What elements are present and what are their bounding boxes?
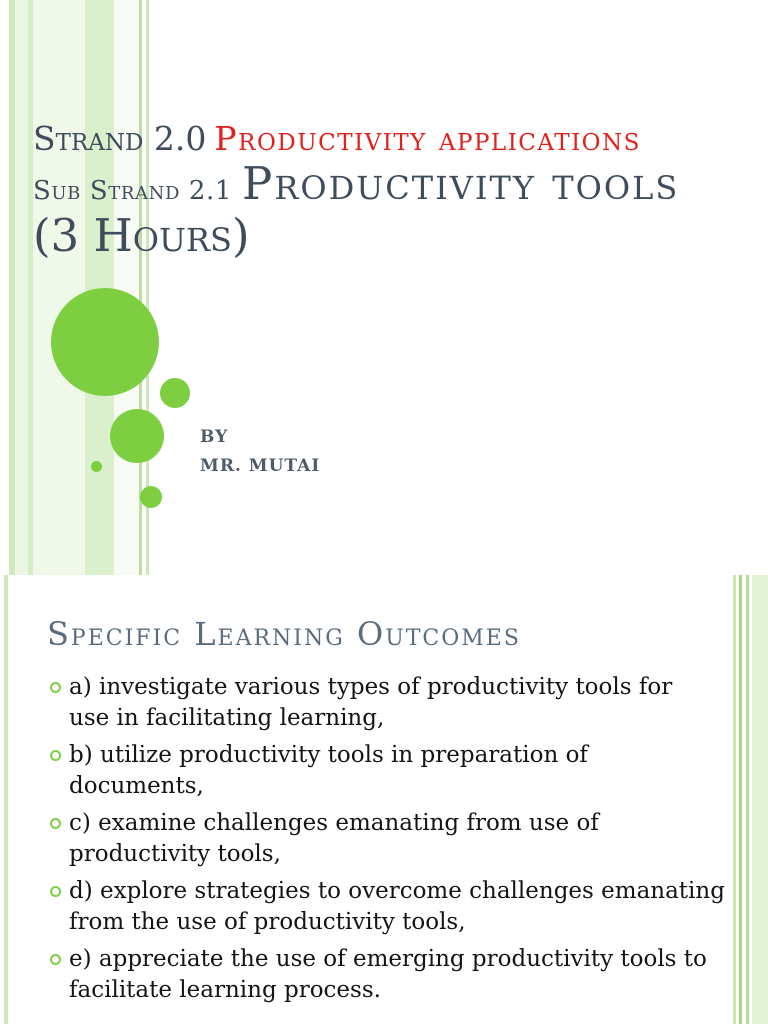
ring-bullet-icon: [50, 750, 61, 761]
decorative-circle: [160, 378, 190, 408]
decorative-stripe: [739, 575, 742, 1024]
list-item-text: from the use of productivity tools,: [69, 909, 466, 935]
ring-bullet-icon: [50, 682, 61, 693]
author-name: MR. MUTAI: [200, 456, 321, 476]
list-item-text: e) appreciate the use of emerging productivity tools to: [69, 946, 707, 972]
list-item-text: productivity tools,: [69, 841, 281, 867]
list-item: [47, 808, 737, 870]
decorative-stripe: [15, 0, 28, 575]
list-item-text: documents,: [69, 773, 204, 799]
ring-bullet-icon: [50, 954, 61, 965]
list-item-text: c) examine challenges emanating from use of: [69, 810, 599, 836]
decorative-stripe: [139, 0, 142, 575]
list-item: [47, 740, 737, 802]
decorative-circle: [51, 288, 159, 396]
list-item-text: use in facilitating learning,: [69, 705, 385, 731]
decorative-stripe: [114, 0, 139, 575]
list-item-text: d) explore strategies to overcome challenges emanating: [69, 878, 725, 904]
decorative-stripe: [752, 575, 768, 1024]
slide-heading: Specific Learning Outcomes: [47, 615, 521, 653]
decorative-stripe: [33, 0, 85, 575]
ring-bullet-icon: [50, 886, 61, 897]
by-label: BY: [200, 427, 229, 447]
strand-title-line: [33, 119, 641, 159]
list-item-text: b) utilize productivity tools in preparation of: [69, 742, 588, 768]
list-item-text: a) investigate various types of productivity tools for: [69, 674, 673, 700]
decorative-stripe: [746, 575, 749, 1024]
strand-title: Productivity applications: [214, 119, 641, 158]
list-item: [47, 944, 737, 1006]
decorative-circle: [110, 409, 164, 463]
decorative-circle: [91, 461, 102, 472]
ring-bullet-icon: [50, 818, 61, 829]
decorative-stripe: [4, 575, 8, 1024]
list-item: [47, 876, 737, 938]
strand-label: Strand 2.0: [33, 119, 207, 158]
outcomes-list: [47, 672, 737, 1006]
outcomes-slide: [0, 575, 768, 1024]
list-item-text: facilitate learning process.: [69, 977, 381, 1003]
list-item: [47, 672, 737, 734]
sub-strand-title: Productivity tools: [242, 157, 680, 210]
duration-label: (3 Hours): [33, 209, 250, 262]
sub-strand-label: Sub Strand 2.1: [33, 176, 233, 206]
decorative-circle: [140, 486, 162, 508]
